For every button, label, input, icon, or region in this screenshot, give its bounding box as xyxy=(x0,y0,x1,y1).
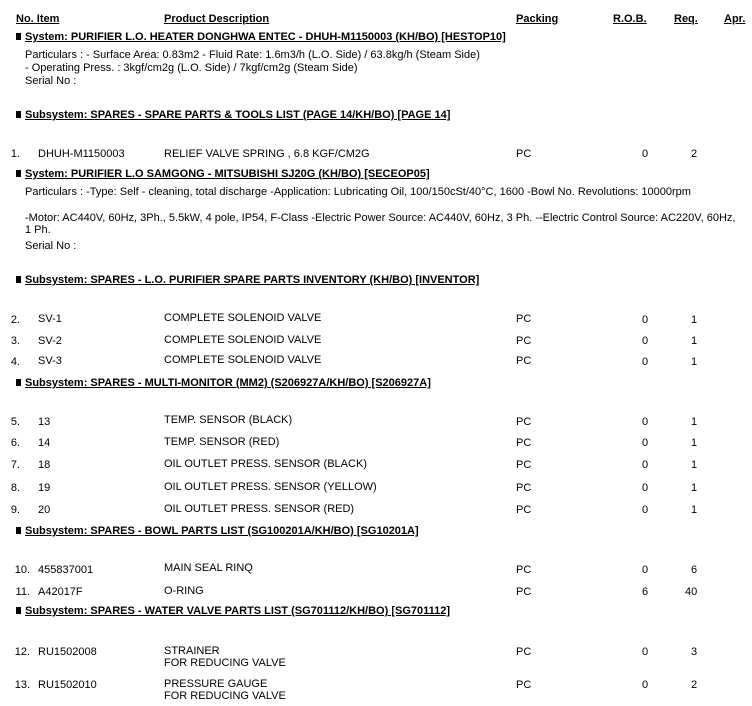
particulars-line: - Operating Press. : 3kgf/cm2g (L.O. Side) / 7kgf/cm2g (Steam Side) xyxy=(25,62,358,74)
subsystem-heading: Subsystem: SPARES - WATER VALVE PARTS LIST (SG701112/KH/BO) [SG701112] xyxy=(16,605,450,617)
bullet-icon xyxy=(16,33,21,40)
row-no: 6. xyxy=(10,437,20,449)
row-rob: 0 xyxy=(642,564,649,576)
row-desc: TEMP. SENSOR (BLACK) xyxy=(164,414,293,426)
row-item: 455837001 xyxy=(38,564,94,576)
row-rob: 6 xyxy=(642,586,649,598)
subsystem-heading: Subsystem: SPARES - SPARE PARTS & TOOLS LIST (PAGE 14/KH/BO) [PAGE 14] xyxy=(16,109,450,121)
row-rob: 0 xyxy=(642,679,649,691)
row-packing: PC xyxy=(516,148,532,160)
row-desc: O-RING xyxy=(164,585,204,597)
row-item: RU1502010 xyxy=(38,679,97,691)
row-no: 12. xyxy=(14,646,30,658)
row-item: SV-1 xyxy=(38,313,62,325)
row-item: 14 xyxy=(38,437,51,449)
row-no: 8. xyxy=(10,482,20,494)
row-desc: RELIEF VALVE SPRING , 6.8 KGF/CM2G xyxy=(164,148,370,160)
bullet-icon xyxy=(16,379,21,386)
bullet-icon xyxy=(16,111,21,118)
particulars-line: -Motor: AC440V, 60Hz, 3Ph., 5.5kW, 4 pole, IP54, F-Class -Electric Power Source: AC440V, 60Hz, 3 Ph. --Electric Control Source: AC220V, 60Hz, 1 Ph. xyxy=(25,212,736,236)
row-packing: PC xyxy=(516,564,532,576)
row-rob: 0 xyxy=(642,416,649,428)
row-no: 1. xyxy=(10,148,20,160)
row-req: 1 xyxy=(691,356,698,368)
row-no: 10. xyxy=(14,564,30,576)
row-item: A42017F xyxy=(38,586,83,598)
bullet-icon xyxy=(16,527,21,534)
row-packing: PC xyxy=(516,504,532,516)
row-req: 3 xyxy=(691,646,698,658)
row-req: 1 xyxy=(691,482,698,494)
bullet-icon xyxy=(16,276,21,283)
row-packing: PC xyxy=(516,335,532,347)
row-desc: OIL OUTLET PRESS. SENSOR (RED) xyxy=(164,503,355,515)
row-no: 11. xyxy=(15,586,30,598)
col-req: Req. xyxy=(674,13,698,25)
row-packing: PC xyxy=(516,437,532,449)
row-packing: PC xyxy=(516,646,532,658)
col-apr: Apr. xyxy=(724,13,746,25)
row-packing: PC xyxy=(516,459,532,471)
subsystem-heading: Subsystem: SPARES - L.O. PURIFIER SPARE PARTS INVENTORY (KH/BO) [INVENTOR] xyxy=(16,274,479,286)
row-rob: 0 xyxy=(642,148,649,160)
row-req: 1 xyxy=(691,416,698,428)
row-rob: 0 xyxy=(642,356,649,368)
subsystem-heading: Subsystem: SPARES - MULTI-MONITOR (MM2) (S206927A/KH/BO) [S206927A] xyxy=(16,377,431,389)
row-req: 40 xyxy=(685,586,698,598)
row-rob: 0 xyxy=(642,335,649,347)
row-no: 3. xyxy=(10,335,20,347)
particulars-line: Particulars : -Type: Self - cleaning, total discharge -Application: Lubricating Oil, 100/150cSt/40°C, 1600 -Bowl No. Revolutions: 10000rpm xyxy=(25,186,691,198)
row-item: 13 xyxy=(38,416,51,428)
row-desc: PRESSURE GAUGE xyxy=(164,678,268,690)
row-req: 1 xyxy=(691,437,698,449)
row-desc: OIL OUTLET PRESS. SENSOR (YELLOW) xyxy=(164,481,377,493)
serial-no: Serial No : xyxy=(25,240,77,252)
row-packing: PC xyxy=(516,355,532,367)
row-rob: 0 xyxy=(642,646,649,658)
row-desc-2: FOR REDUCING VALVE xyxy=(164,690,286,702)
col-no-item: No. Item xyxy=(16,13,60,25)
col-packing: Packing xyxy=(516,13,559,25)
row-no: 7. xyxy=(10,459,20,471)
row-req: 1 xyxy=(691,314,698,326)
row-req: 2 xyxy=(691,148,698,160)
row-desc: MAIN SEAL RINQ xyxy=(164,562,253,574)
row-req: 6 xyxy=(691,564,698,576)
row-desc: COMPLETE SOLENOID VALVE xyxy=(164,354,322,366)
row-item: 20 xyxy=(38,504,51,516)
col-product-description: Product Description xyxy=(164,13,270,25)
row-req: 1 xyxy=(691,335,698,347)
particulars-line: Particulars : - Surface Area: 0.83m2 - Fluid Rate: 1.6m3/h (L.O. Side) / 63.8kg/h (Steam Side) xyxy=(25,49,480,61)
row-item: SV-3 xyxy=(38,355,62,367)
row-desc: COMPLETE SOLENOID VALVE xyxy=(164,334,322,346)
row-item: 19 xyxy=(38,482,51,494)
row-no: 4. xyxy=(10,356,20,368)
row-packing: PC xyxy=(516,313,532,325)
col-rob: R.O.B. xyxy=(613,13,647,25)
row-desc-2: FOR REDUCING VALVE xyxy=(164,657,286,669)
row-no: 9. xyxy=(10,504,20,516)
row-rob: 0 xyxy=(642,314,649,326)
row-rob: 0 xyxy=(642,459,649,471)
row-rob: 0 xyxy=(642,482,649,494)
row-desc: COMPLETE SOLENOID VALVE xyxy=(164,312,322,324)
row-item: RU1502008 xyxy=(38,646,97,658)
row-item: 18 xyxy=(38,459,51,471)
bullet-icon xyxy=(16,607,21,614)
row-no: 13. xyxy=(14,679,30,691)
row-packing: PC xyxy=(516,482,532,494)
row-item: SV-2 xyxy=(38,335,62,347)
subsystem-heading: Subsystem: SPARES - BOWL PARTS LIST (SG100201A/KH/BO) [SG10201A] xyxy=(16,525,419,537)
row-req: 1 xyxy=(691,504,698,516)
row-desc: STRAINER xyxy=(164,645,220,657)
row-packing: PC xyxy=(516,679,532,691)
system-heading: System: PURIFIER L.O SAMGONG - MITSUBISHI SJ20G (KH/BO) [SECEOP05] xyxy=(16,168,430,180)
serial-no: Serial No : xyxy=(25,75,77,87)
row-rob: 0 xyxy=(642,437,649,449)
row-req: 1 xyxy=(691,459,698,471)
row-packing: PC xyxy=(516,416,532,428)
row-packing: PC xyxy=(516,586,532,598)
row-no: 5. xyxy=(10,416,20,428)
row-req: 2 xyxy=(691,679,698,691)
row-no: 2. xyxy=(10,314,20,326)
row-item: DHUH-M1150003 xyxy=(38,148,125,160)
bullet-icon xyxy=(16,170,21,177)
row-desc: OIL OUTLET PRESS. SENSOR (BLACK) xyxy=(164,458,367,470)
system-heading: System: PURIFIER L.O. HEATER DONGHWA ENTEC - DHUH-M1150003 (KH/BO) [HESTOP10] xyxy=(16,31,506,43)
row-rob: 0 xyxy=(642,504,649,516)
row-desc: TEMP. SENSOR (RED) xyxy=(164,436,280,448)
